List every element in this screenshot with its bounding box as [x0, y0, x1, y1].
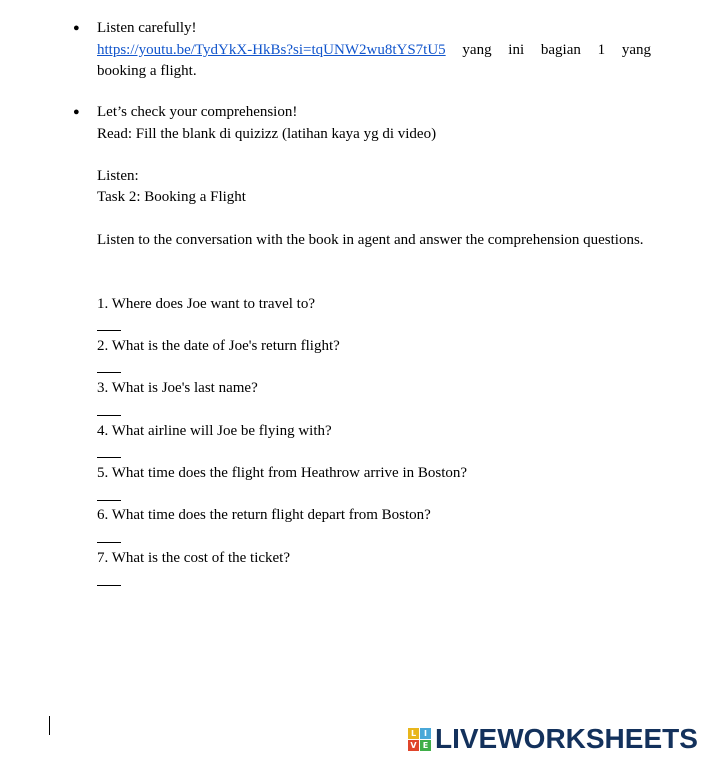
- logo-text: LIVEWORKSHEETS: [435, 723, 698, 754]
- task-instruction: Listen to the conversation with the book in agent and answer the comprehension questions.: [97, 232, 644, 248]
- section-heading: Listen carefully!: [97, 20, 197, 36]
- answer-blank-3[interactable]: [97, 415, 121, 416]
- video-link[interactable]: https://youtu.be/TydYkX-HkBs?si=tqUNW2wu8tYS7tU5: [97, 42, 446, 58]
- question-1: 1. Where does Joe want to travel to?: [97, 296, 315, 312]
- answer-blank-2[interactable]: [97, 372, 121, 373]
- answer-blank-1[interactable]: [97, 330, 121, 331]
- bullet-icon: ●: [73, 106, 80, 118]
- note-text-continued: booking a flight.: [97, 63, 197, 79]
- bullet-icon: ●: [73, 22, 80, 34]
- task-title: Task 2: Booking a Flight: [97, 189, 246, 205]
- link-paragraph: [97, 40, 651, 61]
- logo-letter: E: [420, 740, 431, 751]
- text-cursor: [49, 716, 50, 735]
- answer-blank-6[interactable]: [97, 542, 121, 543]
- question-7: 7. What is the cost of the ticket?: [97, 550, 291, 566]
- note-text: yang ini bagian 1 yang: [462, 42, 652, 58]
- logo-letter: V: [408, 740, 419, 751]
- liveworksheets-logo: [408, 724, 698, 754]
- logo-letter: I: [420, 728, 431, 739]
- question-5: 5. What time does the flight from Heathrow arrive in Boston?: [97, 465, 468, 481]
- logo-letter: L: [408, 728, 419, 739]
- read-instruction: Read: Fill the blank di quizizz (latihan kaya yg di video): [97, 126, 437, 142]
- answer-blank-7[interactable]: [97, 585, 121, 586]
- question-4: 4. What airline will Joe be flying with?: [97, 423, 332, 439]
- question-3: 3. What is Joe's last name?: [97, 380, 258, 396]
- answer-blank-4[interactable]: [97, 457, 121, 458]
- section-heading: Let’s check your comprehension!: [97, 104, 298, 120]
- question-6: 6. What time does the return flight depart from Boston?: [97, 507, 431, 523]
- logo-mark-icon: [408, 728, 431, 751]
- answer-blank-5[interactable]: [97, 500, 121, 501]
- question-2: 2. What is the date of Joe's return flight?: [97, 338, 340, 354]
- listen-label: Listen:: [97, 168, 139, 184]
